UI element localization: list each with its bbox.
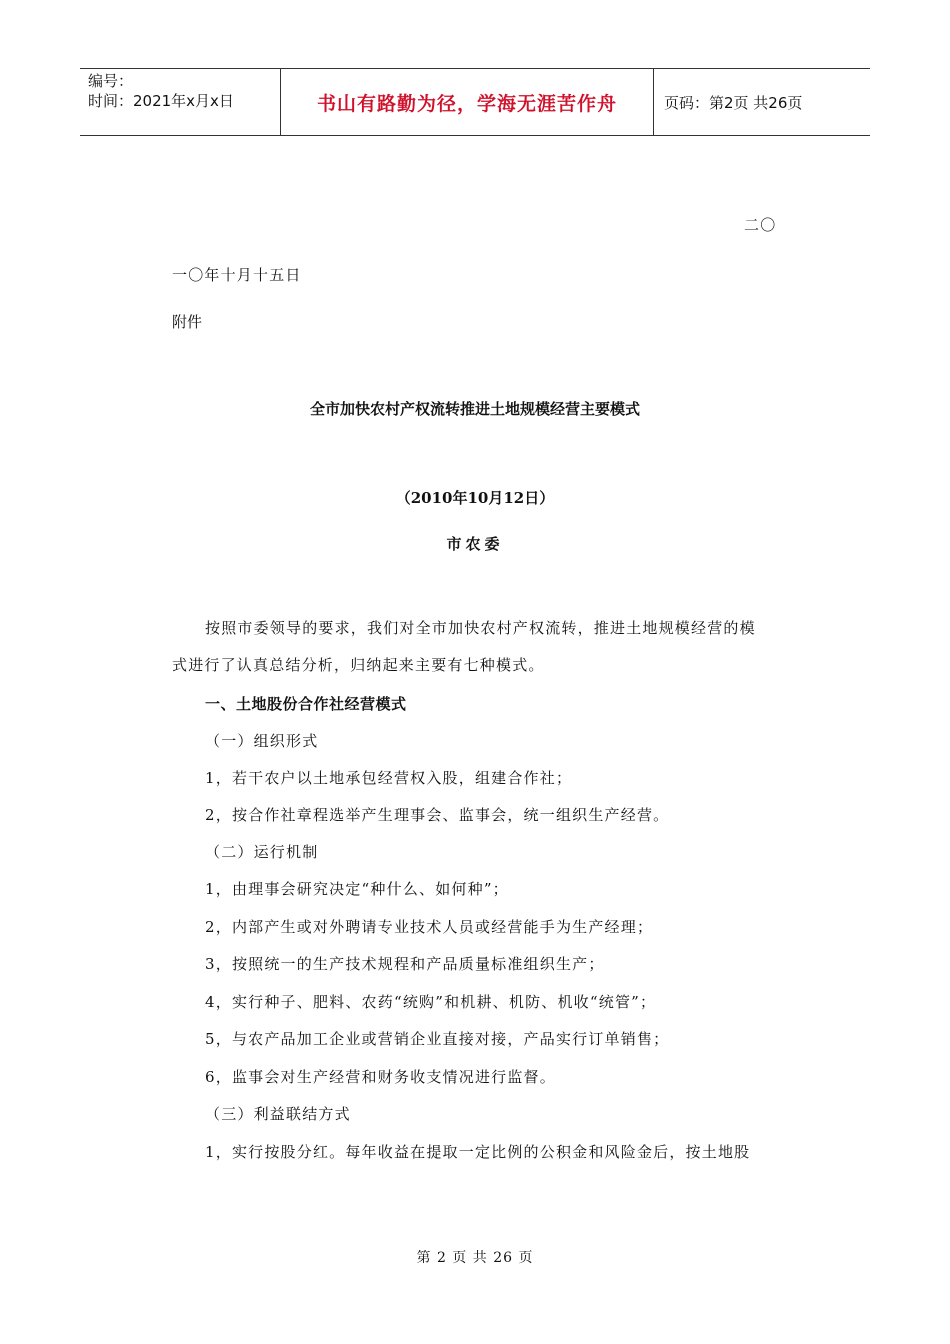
list-item: 3，按照统一的生产技术规程和产品质量标准组织生产； bbox=[205, 955, 605, 973]
intro-line-1: 按照市委领导的要求，我们对全市加快农村产权流转，推进土地规模经营的模 bbox=[205, 619, 756, 637]
list-item: 1，若干农户以土地承包经营权入股，组建合作社； bbox=[205, 769, 573, 787]
attachment-label: 附件 bbox=[172, 313, 203, 331]
date-part2: 一〇年十月十五日 bbox=[172, 266, 302, 284]
serial-number-label: 编号： bbox=[88, 72, 134, 90]
subsection-heading: （一）组织形式 bbox=[205, 732, 319, 750]
intro-line-2: 式进行了认真总结分析，归纳起来主要有七种模式。 bbox=[172, 656, 545, 674]
document-header bbox=[80, 68, 870, 136]
section-heading: 一、土地股份合作社经营模式 bbox=[205, 695, 407, 713]
document-title: 全市加快农村产权流转推进土地规模经营主要模式 bbox=[309, 400, 640, 418]
subsection-heading: （二）运行机制 bbox=[205, 843, 319, 861]
document-date: （2010年10月12日） bbox=[395, 489, 555, 507]
page-info: 页码：第2页 共26页 bbox=[664, 93, 803, 112]
list-item: 2，内部产生或对外聘请专业技术人员或经营能手为生产经理； bbox=[205, 918, 654, 936]
header-page-cell bbox=[654, 69, 870, 135]
header-meta-cell bbox=[80, 69, 281, 135]
list-item: 2，按合作社章程选举产生理事会、监事会，统一组织生产经营。 bbox=[205, 806, 670, 824]
date-part1: 二〇 bbox=[744, 216, 777, 234]
list-item: 6，监事会对生产经营和财务收支情况进行监督。 bbox=[205, 1068, 556, 1086]
subsection-heading: （三）利益联结方式 bbox=[205, 1105, 351, 1123]
list-item: 1，实行按股分红。每年收益在提取一定比例的公积金和风险金后，按土地股 bbox=[205, 1143, 751, 1161]
list-item: 4，实行种子、肥料、农药“统购”和机耕、机防、机收“统管”； bbox=[205, 993, 657, 1011]
time-label: 时间：2021年x月x日 bbox=[88, 92, 234, 110]
header-motto-cell bbox=[281, 69, 654, 135]
page-footer: 第 2 页 共 26 页 bbox=[416, 1250, 534, 1266]
list-item: 5，与农产品加工企业或营销企业直接对接，产品实行订单销售； bbox=[205, 1030, 670, 1048]
motto-text: 书山有路勤为径，学海无涯苦作舟 bbox=[316, 92, 617, 115]
list-item: 1，由理事会研究决定“种什么、如何种”； bbox=[205, 880, 509, 898]
document-author: 市农委 bbox=[446, 535, 504, 553]
